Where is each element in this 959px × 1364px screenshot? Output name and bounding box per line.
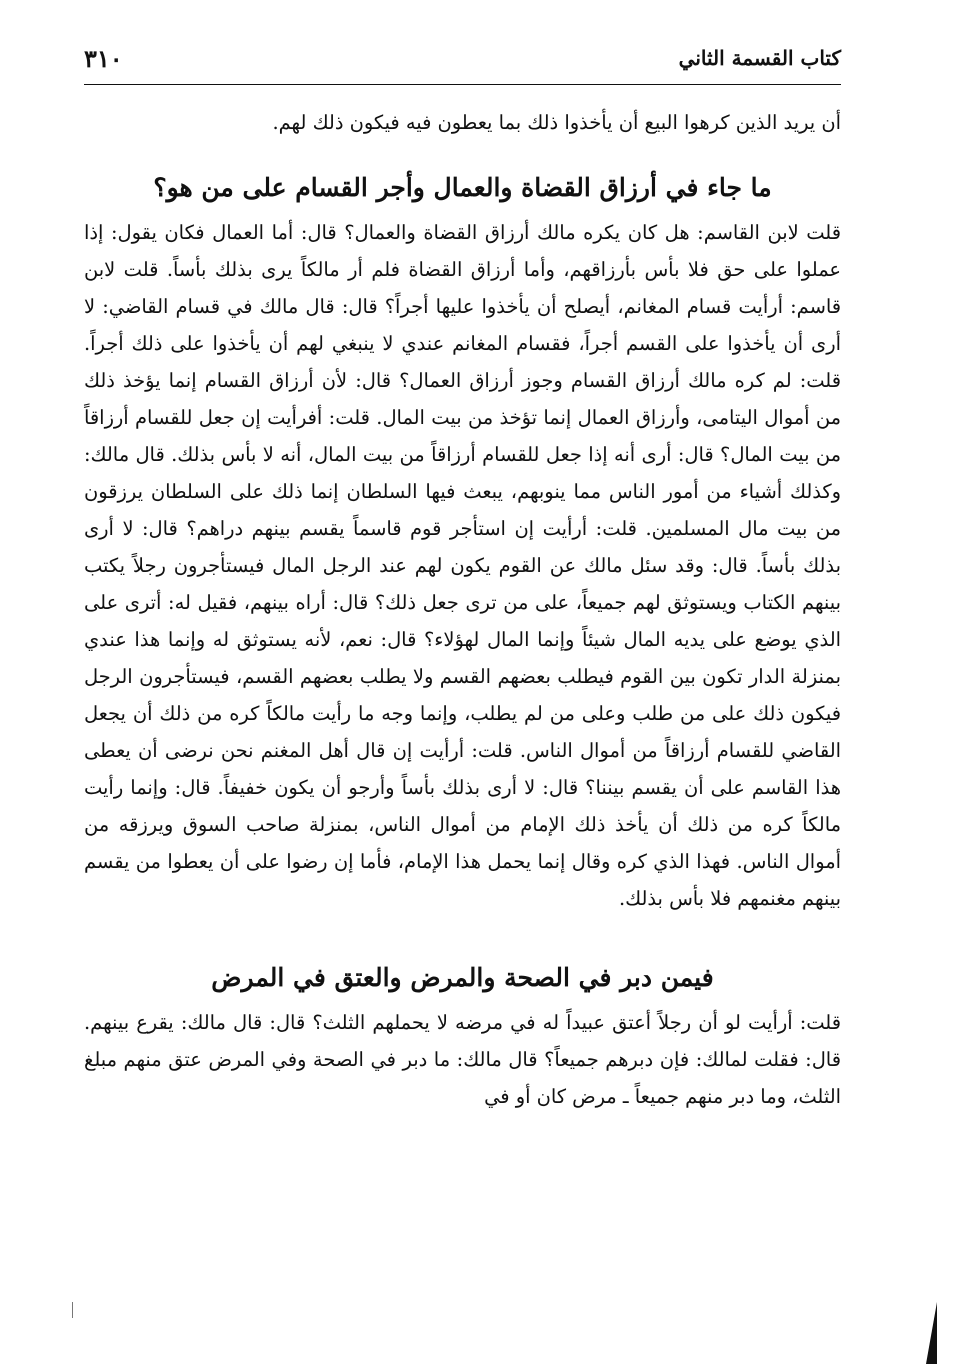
section1-heading: ما جاء في أرزاق القضاة والعمال وأجر القسام على من هو؟ <box>153 173 772 202</box>
page-header <box>84 38 841 85</box>
intro-paragraph: أن يريد الذين كرهوا البيع أن يأخذوا ذلك بما يعطون فيه فيكون ذلك لهم. <box>272 111 841 134</box>
scan-edge-mark <box>926 1302 937 1364</box>
section1-paragraph: قلت لابن القاسم: هل كان يكره مالك أرزاق القضاة والعمال؟ قال: أما العمال فكان يقول: إذا عملوا على حق فلا بأس بأرزاقهم، وأما أرزاق القضاة فلم أر مالكاً يرى بذلك بأساً. قلت لابن قاسم: أرأيت قسام المغانم، أيصلح أن يأخذوا عليها أجراً؟ قال: قال مالك في قسام القاضي: لا أرى أن يأخذوا على القسم أجراً، فقسام المغانم عندي لا ينبغي لهم أن يأخذوا على ذلك أجراً. قلت: لم كره مالك أرزاق القسام وجوز أرزاق العمال؟ قال: لأن أرزاق القسام إنما يؤخذ ذلك من أموال اليتامى، وأرزاق العمال إنما تؤخذ من بيت المال. قلت: أفرأيت إن جعل للقسام أرزاقاً من بيت المال؟ قال: أرى أنه إذا جعل للقسام أرزاقاً من بيت المال، أنه لا بأس بذلك. قال مالك: وكذلك أشياء من أمور الناس مما ينوبهم، يبعث فيها السلطان إنما ذلك على السلطان يرزقون من بيت مال المسلمين. قلت: أرأيت إن استأجر قوم قاسماً يقسم بينهم دراهم؟ قال: لا أرى بذلك بأساً. قال: وقد سئل مالك عن القوم يكون لهم عند الرجل المال فيستأجرون رجلاً يكتب بينهم الكتاب ويستوثق لهم جميعاً، على من ترى جعل ذلك؟ قال: أراه بينهم، فقيل له: أترى على الذي يوضع على يديه المال شيئاً وإنما المال لهؤلاء؟ قال: نعم، لأنه يستوثق له وإنما هذا عندي بمنزلة الدار تكون بين القوم فيطلب بعضهم القسم ولا يطلب بعضهم القسم، فيستأجرون الرجل فيكون ذلك على من طلب وعلى من لم يطلب، وإنما وجه ما رأيت مالكاً كره من ذلك أن يجعل القاضي للقسام أرزاقاً من أموال الناس. قلت: أرأيت إن قال أهل المغنم نحن نرضى أن يعطى هذا القاسم على أن يقسم بيننا؟ قال: لا أرى بذلك بأساً وأرجو أن يكون خفيفاً. قال: وإنما رأيت مالكاً كره من ذلك أن يأخذ ذلك الإمام من أموال الناس، بمنزلة صاحب السوق ويرزقه من أموال الناس. فهذا الذي كره وقال إنما يحمل هذا الإمام، فأما إن رضوا على أن يعطوا من يقسم بينهم مغنمهم فلا بأس بذلك. <box>84 221 841 910</box>
section2-paragraph: قلت: أرأيت لو أن رجلاً أعتق عبيداً له في مرضه لا يحملهم الثلث؟ قال: قال مالك: يقرع بينهم. قال: فقلت لمالك: فإن دبرهم جميعاً؟ قال مالك: ما دبر في الصحة وفي المرض عتق منهم مبلغ الثلث، وما دبر منهم جميعاً ـ مرض كان أو في <box>84 1011 841 1108</box>
page-body <box>84 104 841 1115</box>
margin-mark <box>72 1302 73 1318</box>
section2-heading: فيمن دبر في الصحة والمرض والعتق في المرض <box>211 963 714 992</box>
page-number: ٣١٠ <box>84 44 123 73</box>
running-title: كتاب القسمة الثاني <box>678 46 841 70</box>
